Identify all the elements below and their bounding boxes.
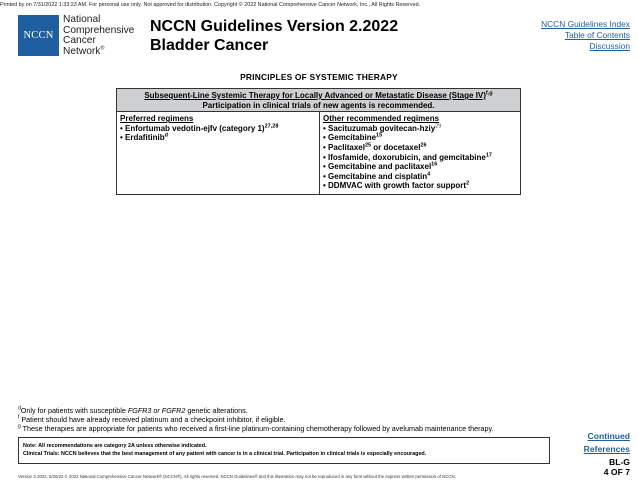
logo-line-2: Comprehensive <box>63 24 135 36</box>
continued-link[interactable]: Continued <box>587 431 630 441</box>
regimen-text: • Gemcitabine <box>323 133 377 143</box>
preferred-regimens-column <box>117 112 320 194</box>
footnote-mark: g <box>18 423 21 430</box>
page-number: 4 OF 7 <box>603 467 630 477</box>
logo-registered: ® <box>100 45 105 52</box>
reference-sup: 17 <box>485 151 492 158</box>
table-body <box>117 112 520 194</box>
regimen-text: • Erdafitinib <box>120 133 165 143</box>
logo-line-4: Network <box>63 45 101 57</box>
logo-mark: NCCN <box>18 15 59 56</box>
footnote-gene-names: FGFR3 or FGFR2 <box>127 406 186 415</box>
footnote-d <box>18 406 494 415</box>
page-links <box>584 430 630 456</box>
print-notice: Printed by on 7/31/2022 1:33:23 AM. For personal use only. Not approved for distribution. Copyright © 2022 National Comprehensive Cancer Network, Inc., All Rights Reserved. <box>0 2 421 8</box>
discussion-link[interactable]: Discussion <box>589 41 630 51</box>
footnote-text: These therapies are appropriate for patients who received a first-line platinum-containing chemotherapy followed by avelumab maintenance therapy. <box>20 424 494 433</box>
regimen-text: • Gemcitabine and cisplatin <box>323 171 428 181</box>
copyright-line: Version 2.2022, 5/20/22 © 2022 National Comprehensive Cancer Network® (NCCN®), All rights reserved. NCCN Guidelines® and this illustration may not be reproduced in any form without the express written permission of NCCN. <box>18 474 456 479</box>
reference-sup: 15 <box>376 132 383 139</box>
cancer-type: Bladder Cancer <box>150 37 269 54</box>
regimen-text: • Sacituzumab govitecan-hziy <box>323 123 436 133</box>
regimen-text: • Gemcitabine and paclitaxel <box>323 162 432 172</box>
page-code <box>604 457 630 477</box>
table-heading-line-2: Participation in clinical trials of new agents is recommended. <box>202 100 435 110</box>
list-item <box>323 124 517 134</box>
footnote-f <box>18 415 494 424</box>
reference-sup: 29 <box>435 123 442 130</box>
list-item <box>323 172 517 182</box>
references-link[interactable]: References <box>583 444 630 454</box>
regimen-text: • Paclitaxel <box>323 142 365 152</box>
regimen-text: • Enfortumab vedotin-ejfv (category 1) <box>120 123 265 133</box>
list-item <box>120 133 316 143</box>
other-regimens-title: Other recommended regimens <box>323 114 440 124</box>
regimen-table <box>116 88 521 195</box>
regimen-text-continued: or docetaxel <box>371 142 421 152</box>
footnote-text: Patient should have already received platinum and a checkpoint inhibitor, if eligible. <box>19 415 286 424</box>
footnote-mark: d <box>18 405 21 412</box>
reference-sup: 25 <box>364 142 372 149</box>
logo-wordmark <box>63 15 134 57</box>
preferred-regimens-title: Preferred regimens <box>120 114 194 124</box>
reference-sup: d <box>164 132 168 139</box>
list-item <box>323 153 517 163</box>
footnotes <box>18 406 494 433</box>
regimen-text: • Ifosfamide, doxorubicin, and gemcitabine <box>323 152 486 162</box>
table-of-contents-link[interactable]: Table of Contents <box>564 30 630 40</box>
list-item <box>323 181 517 191</box>
logo-line-1: National <box>63 14 101 25</box>
table-heading <box>117 89 520 112</box>
footnote-g <box>18 424 494 433</box>
reference-sup: 4 <box>427 171 431 178</box>
note-category: Note: All recommendations are category 2A unless otherwise indicated. <box>23 443 207 449</box>
reference-sup: 16 <box>431 161 438 168</box>
guidelines-index-link[interactable]: NCCN Guidelines Index <box>541 19 630 29</box>
reference-sup: 27,28 <box>264 123 279 130</box>
note-box <box>18 437 550 464</box>
note-clinical-trials: Clinical Trials: NCCN believes that the best management of any patient with cancer is in a clinical trial. Participation in clinical trials is especially encouraged. <box>23 451 427 457</box>
footnote-text: genetic alterations. <box>185 406 248 415</box>
page-code-id: BL-G <box>608 457 630 467</box>
reference-sup: 2 <box>466 180 470 187</box>
table-heading-line-1: Subsequent-Line Systemic Therapy for Locally Advanced or Metastatic Disease (Stage IV) <box>144 91 486 100</box>
other-regimens-column <box>320 112 520 194</box>
footnote-text: Only for patients with susceptible <box>20 406 128 415</box>
nccn-logo <box>18 15 136 57</box>
list-item <box>120 124 316 134</box>
regimen-text: • DDMVAC with growth factor support <box>323 181 467 191</box>
list-item <box>323 162 517 172</box>
document-title <box>150 17 398 55</box>
guidelines-version: NCCN Guidelines Version 2.2022 <box>150 18 399 35</box>
logo-line-3: Cancer <box>63 35 96 46</box>
nav-links <box>541 19 630 52</box>
footnote-mark: f <box>18 414 20 421</box>
table-heading-sup: f,g <box>485 90 493 97</box>
section-title: PRINCIPLES OF SYSTEMIC THERAPY <box>240 72 398 82</box>
reference-sup: 26 <box>420 142 427 149</box>
